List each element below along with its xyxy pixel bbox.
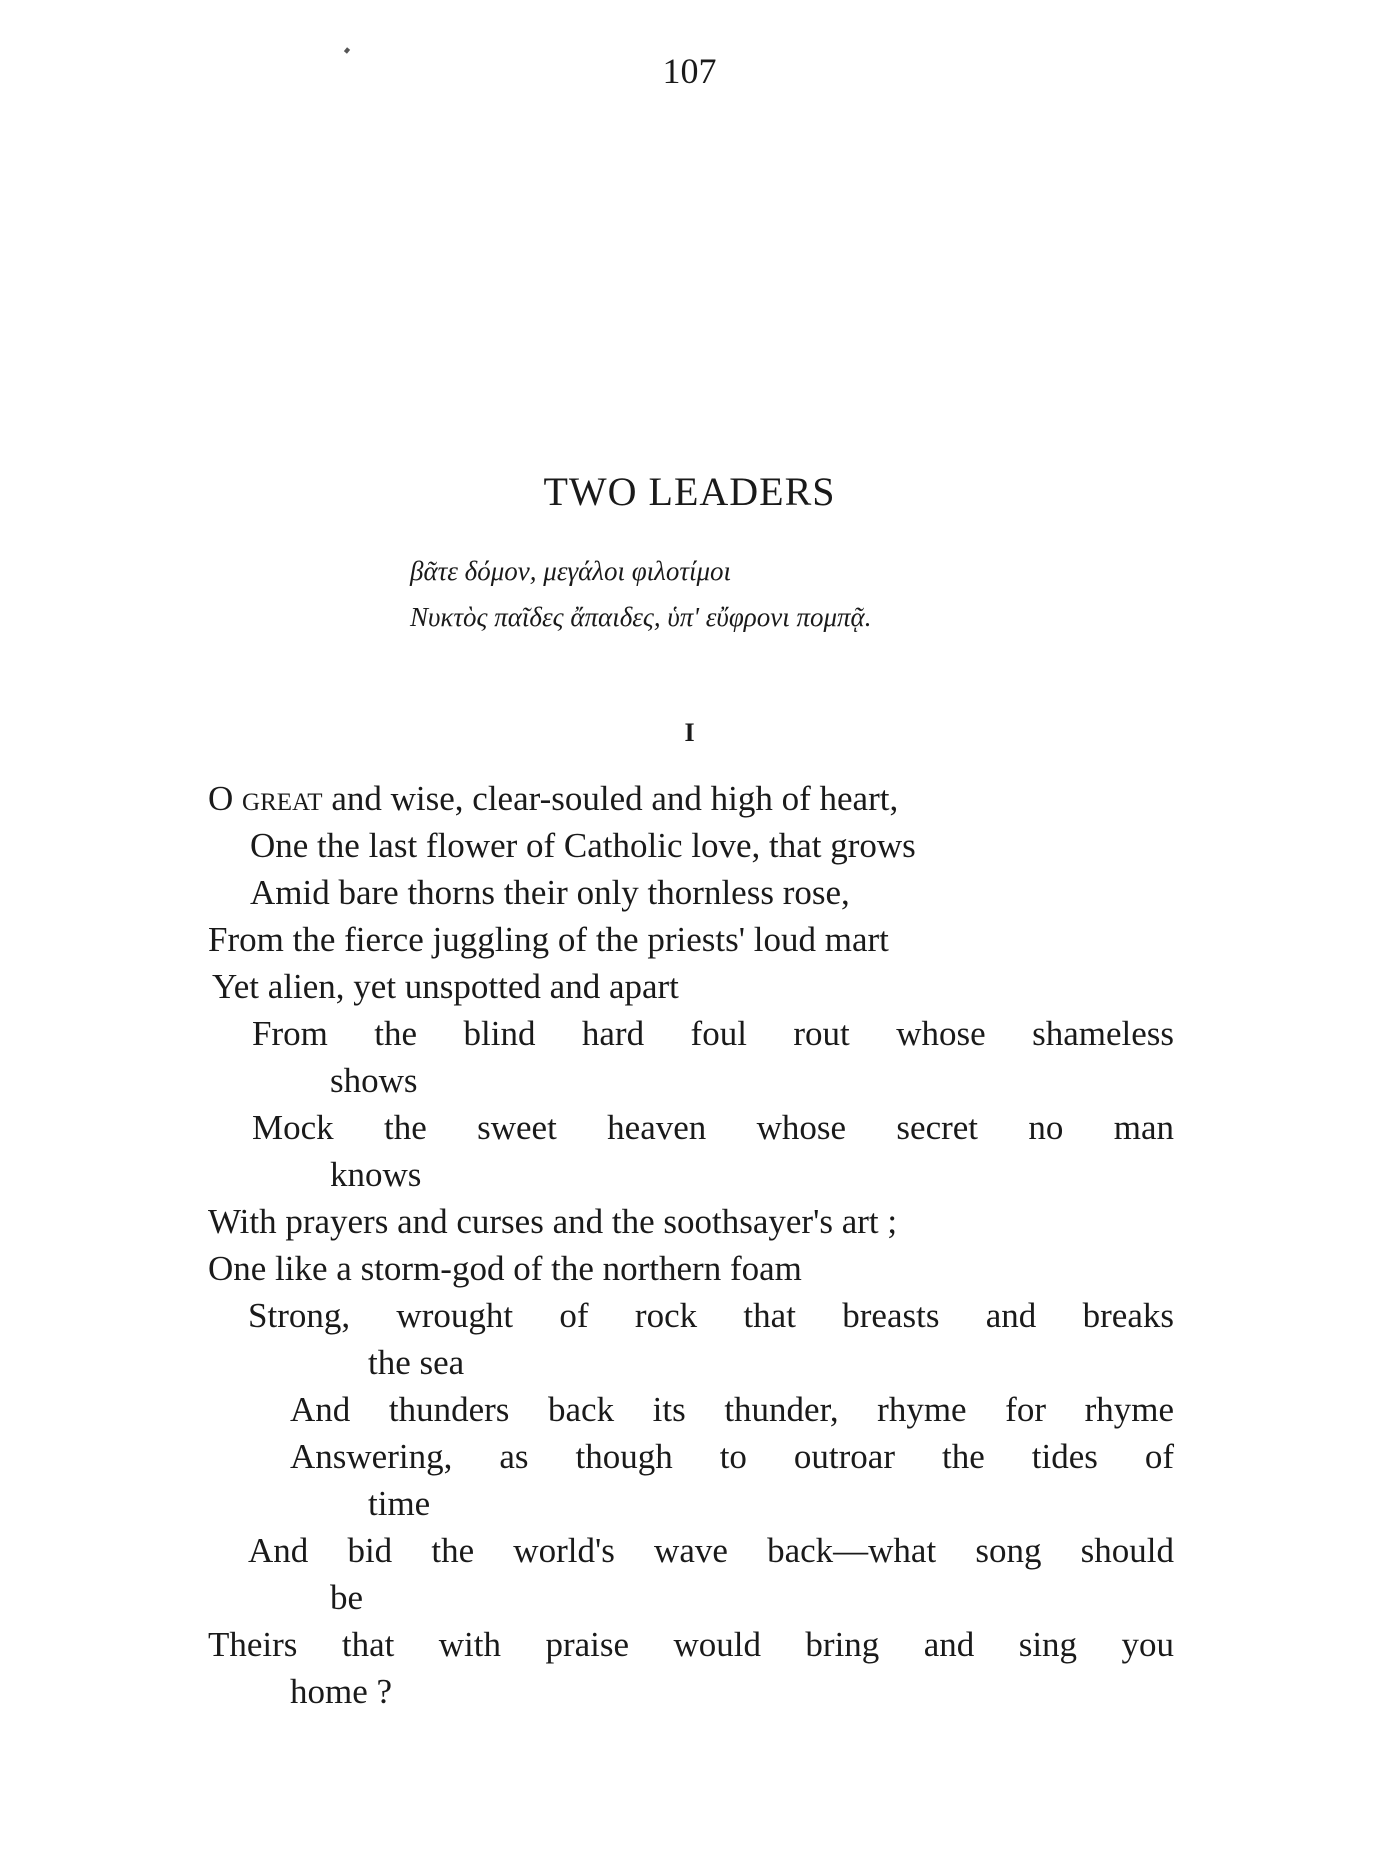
epigraph-line: βᾶτε δόμον, μεγάλοι φιλοτίμοι: [410, 556, 732, 586]
poem-line: One like a storm-god of the northern foam: [208, 1249, 802, 1288]
poem-line: time: [368, 1484, 431, 1523]
poem-line: One the last flower of Catholic love, that grows: [250, 826, 916, 865]
poem-line: Amid bare thorns their only thornless rose,: [250, 873, 850, 912]
poem-line: [208, 775, 898, 822]
poem-title: TWO LEADERS: [543, 469, 836, 514]
poem-line: And thunders back its thunder, rhyme for rhyme: [290, 1390, 1174, 1429]
poem-line: With prayers and curses and the soothsayer's art ;: [208, 1202, 898, 1241]
section-numeral: I: [684, 718, 695, 747]
poem-line: Answering, as though to outroar the tides of: [290, 1437, 1174, 1476]
poem-line: the sea: [368, 1343, 465, 1382]
opening-words: O great: [208, 779, 323, 818]
epigraph: [410, 548, 871, 640]
poem-line: And bid the world's wave back—what song should: [248, 1531, 1174, 1570]
opening-line-rest: and wise, clear-souled and high of heart,: [322, 779, 899, 818]
page-number: 107: [662, 51, 717, 91]
poem-line: Yet alien, yet unspotted and apart: [212, 967, 679, 1006]
epigraph-line: Νυκτὸς παῖδες ἄπαιδες, ὑπ' εὔφρονι πομπᾷ.: [410, 602, 872, 632]
poem-line: be: [330, 1578, 364, 1617]
poem-line: Mock the sweet heaven whose secret no man: [252, 1108, 1174, 1147]
poem-line: shows: [330, 1061, 418, 1100]
poem-line: Strong, wrought of rock that breasts and breaks: [248, 1296, 1174, 1335]
poem-line: From the blind hard foul rout whose shameless: [252, 1014, 1174, 1053]
poem-line: Theirs that with praise would bring and sing you: [208, 1625, 1174, 1664]
poem-line: knows: [330, 1155, 422, 1194]
poem-line: From the fierce juggling of the priests' loud mart: [208, 920, 889, 959]
poem-line: home ?: [290, 1672, 393, 1711]
